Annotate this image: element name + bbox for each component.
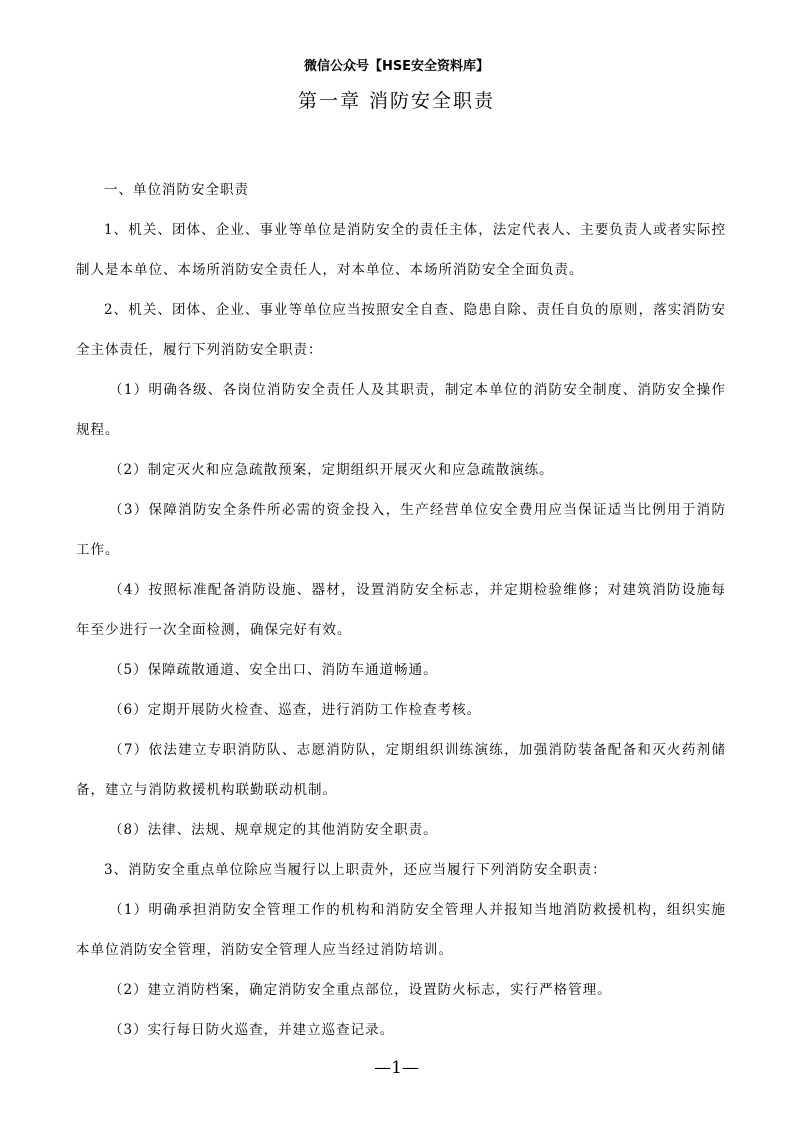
- list-item-2-7: （7）依法建立专职消防队、志愿消防队，定期组织训练演练，加强消防装备配备和灭火药剂储备，建立与消防救援机构联勤联动机制。: [76, 742, 726, 798]
- document-body: [76, 170, 726, 1050]
- list-item-2-1: （1）明确各级、各岗位消防安全责任人及其职责，制定本单位的消防安全制度、消防安全操作规程。: [76, 382, 726, 438]
- section-heading: 一、单位消防安全职责: [104, 182, 249, 198]
- paragraph-1: 1、机关、团体、企业、事业等单位是消防安全的责任主体，法定代表人、主要负责人或者实际控制人是本单位、本场所消防安全责任人，对本单位、本场所消防安全全面负责。: [76, 222, 726, 278]
- list-item-2-3: （3）保障消防安全条件所必需的资金投入，生产经营单位安全费用应当保证适当比例用于消防工作。: [76, 502, 726, 558]
- list-item-2-6: （6）定期开展防火检查、巡查，进行消防工作检查考核。: [109, 702, 482, 718]
- list-item-3-3: （3）实行每日防火巡查，并建立巡查记录。: [109, 1022, 395, 1038]
- paragraph-2: 2、机关、团体、企业、事业等单位应当按照安全自查、隐患自除、责任自负的原则，落实消防安全主体责任，履行下列消防安全职责：: [76, 302, 726, 358]
- page-number: —1—: [374, 1058, 419, 1078]
- list-item-2-5: （5）保障疏散通道、安全出口、消防车通道畅通。: [109, 662, 438, 678]
- list-item-3-2: （2）建立消防档案，确定消防安全重点部位，设置防火标志，实行严格管理。: [109, 982, 612, 998]
- list-item-3-1: （1）明确承担消防安全管理工作的机构和消防安全管理人并报知当地消防救援机构，组织实施本单位消防安全管理，消防安全管理人应当经过消防培训。: [76, 902, 726, 958]
- chapter-title: 第一章 消防安全职责: [297, 90, 496, 112]
- list-item-2-4: （4）按照标准配备消防设施、器材，设置消防安全标志，并定期检验维修；对建筑消防设施每年至少进行一次全面检测，确保完好有效。: [76, 582, 726, 638]
- paragraph-3: 3、消防安全重点单位除应当履行以上职责外，还应当履行下列消防安全职责：: [104, 862, 607, 878]
- header-note: 微信公众号【HSE安全资料库】: [303, 59, 490, 74]
- list-item-2-8: （8）法律、法规、规章规定的其他消防安全职责。: [109, 822, 438, 838]
- list-item-2-2: （2）制定灭火和应急疏散预案，定期组织开展灭火和应急疏散演练。: [109, 462, 554, 478]
